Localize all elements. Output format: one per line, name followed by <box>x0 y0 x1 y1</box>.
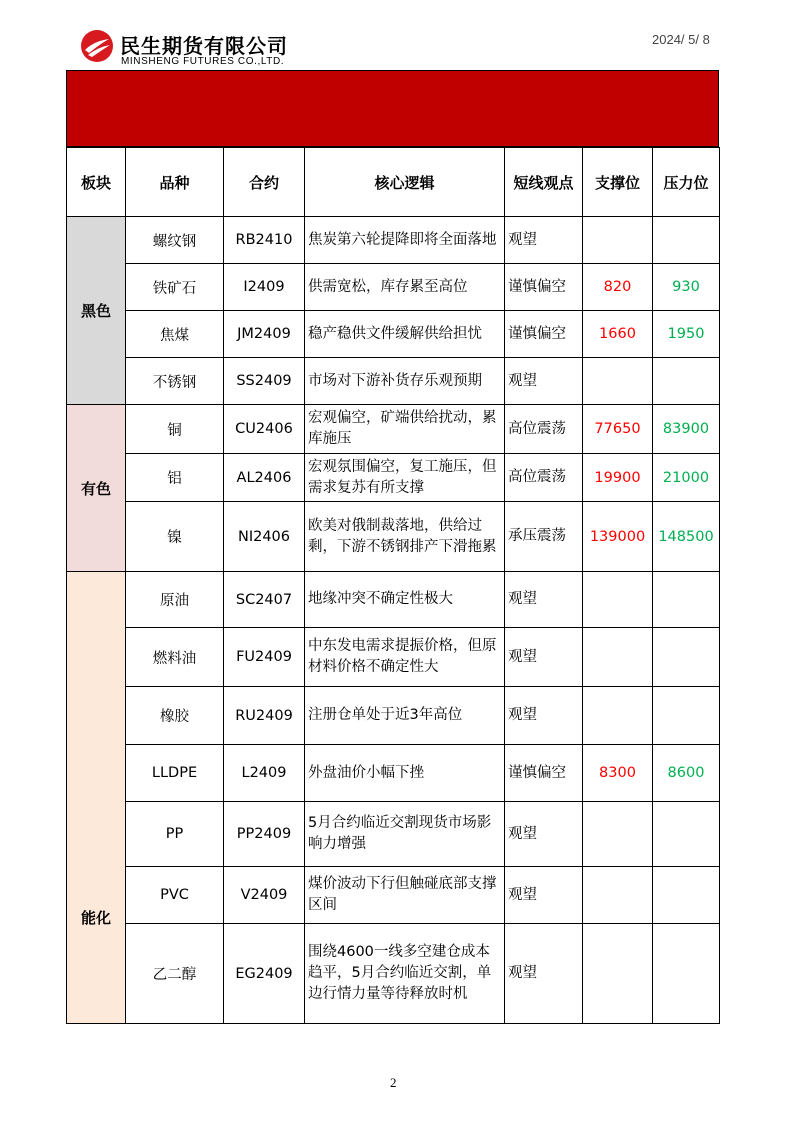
support-level: 8300 <box>583 745 653 802</box>
short-term-view: 高位震荡 <box>505 454 583 502</box>
contract-code: FU2409 <box>224 628 305 687</box>
support-level <box>583 572 653 628</box>
support-level: 19900 <box>583 454 653 502</box>
product-name: 不锈钢 <box>126 358 224 405</box>
resistance-level <box>653 802 720 867</box>
product-name: 铝 <box>126 454 224 502</box>
core-logic: 供需宽松，库存累至高位 <box>305 264 505 311</box>
support-level: 139000 <box>583 502 653 572</box>
table-row <box>67 867 720 924</box>
minsheng-logo-icon <box>80 29 114 63</box>
column-header: 合约 <box>224 148 305 217</box>
resistance-level <box>653 358 720 405</box>
core-logic: 地缘冲突不确定性极大 <box>305 572 505 628</box>
sector-label: 黑色 <box>67 217 126 405</box>
resistance-level <box>653 217 720 264</box>
support-level <box>583 924 653 1024</box>
product-name: 焦煤 <box>126 311 224 358</box>
short-term-view: 观望 <box>505 217 583 264</box>
table-row <box>67 358 720 405</box>
core-logic: 外盘油价小幅下挫 <box>305 745 505 802</box>
resistance-level: 1950 <box>653 311 720 358</box>
column-header: 短线观点 <box>505 148 583 217</box>
table-row <box>67 687 720 745</box>
table-row <box>67 802 720 867</box>
resistance-level <box>653 628 720 687</box>
resistance-level: 8600 <box>653 745 720 802</box>
table-row <box>67 628 720 687</box>
support-level <box>583 687 653 745</box>
contract-code: NI2406 <box>224 502 305 572</box>
support-level <box>583 358 653 405</box>
table-row <box>67 924 720 1024</box>
sector-label: 能化 <box>67 572 126 1024</box>
resistance-level <box>653 687 720 745</box>
short-term-view: 谨慎偏空 <box>505 311 583 358</box>
column-header: 支撑位 <box>583 148 653 217</box>
contract-code: SC2407 <box>224 572 305 628</box>
table-row <box>67 454 720 502</box>
product-name: 镍 <box>126 502 224 572</box>
company-name-cn: 民生期货有限公司 <box>120 34 288 58</box>
support-level: 77650 <box>583 405 653 454</box>
page-number: 2 <box>390 1075 397 1090</box>
report-date: 2024/ 5/ 8 <box>652 32 710 47</box>
resistance-level: 148500 <box>653 502 720 572</box>
sector-label: 有色 <box>67 405 126 572</box>
core-logic: 宏观偏空，矿端供给扰动，累库施压 <box>305 405 505 454</box>
contract-code: AL2406 <box>224 454 305 502</box>
table-header-row <box>67 148 720 217</box>
support-level <box>583 802 653 867</box>
short-term-view: 谨慎偏空 <box>505 264 583 311</box>
short-term-view: 观望 <box>505 687 583 745</box>
support-level: 820 <box>583 264 653 311</box>
strategy-table <box>66 147 720 1024</box>
resistance-level: 930 <box>653 264 720 311</box>
short-term-view: 观望 <box>505 802 583 867</box>
product-name: PP <box>126 802 224 867</box>
product-name: PVC <box>126 867 224 924</box>
contract-code: V2409 <box>224 867 305 924</box>
product-name: 螺纹钢 <box>126 217 224 264</box>
core-logic: 宏观氛围偏空，复工施压，但需求复苏有所支撑 <box>305 454 505 502</box>
contract-code: SS2409 <box>224 358 305 405</box>
short-term-view: 观望 <box>505 867 583 924</box>
product-name: 乙二醇 <box>126 924 224 1024</box>
core-logic: 市场对下游补货存乐观预期 <box>305 358 505 405</box>
core-logic: 围绕4600一线多空建仓成本趋平，5月合约临近交割，单边行情力量等待释放时机 <box>305 924 505 1024</box>
product-name: 铁矿石 <box>126 264 224 311</box>
product-name: LLDPE <box>126 745 224 802</box>
short-term-view: 观望 <box>505 628 583 687</box>
resistance-level <box>653 924 720 1024</box>
support-level <box>583 217 653 264</box>
core-logic: 注册仓单处于近3年高位 <box>305 687 505 745</box>
core-logic: 稳产稳供文件缓解供给担忧 <box>305 311 505 358</box>
core-logic: 焦炭第六轮提降即将全面落地 <box>305 217 505 264</box>
column-header: 压力位 <box>653 148 720 217</box>
contract-code: RU2409 <box>224 687 305 745</box>
title-banner <box>66 70 719 147</box>
core-logic: 欧美对俄制裁落地，供给过剩，下游不锈钢排产下滑拖累 <box>305 502 505 572</box>
column-header: 品种 <box>126 148 224 217</box>
column-header: 板块 <box>67 148 126 217</box>
table-row <box>67 405 720 454</box>
resistance-level: 21000 <box>653 454 720 502</box>
resistance-level <box>653 867 720 924</box>
table-row <box>67 217 720 264</box>
contract-code: CU2406 <box>224 405 305 454</box>
short-term-view: 谨慎偏空 <box>505 745 583 802</box>
product-name: 燃料油 <box>126 628 224 687</box>
table-row <box>67 745 720 802</box>
short-term-view: 高位震荡 <box>505 405 583 454</box>
contract-code: EG2409 <box>224 924 305 1024</box>
contract-code: I2409 <box>224 264 305 311</box>
core-logic: 中东发电需求提振价格，但原材料价格不确定性大 <box>305 628 505 687</box>
table-row <box>67 311 720 358</box>
contract-code: JM2409 <box>224 311 305 358</box>
resistance-level: 83900 <box>653 405 720 454</box>
support-level: 1660 <box>583 311 653 358</box>
short-term-view: 承压震荡 <box>505 502 583 572</box>
short-term-view: 观望 <box>505 924 583 1024</box>
resistance-level <box>653 572 720 628</box>
contract-code: PP2409 <box>224 802 305 867</box>
company-name-en: MINSHENG FUTURES CO.,LTD. <box>121 56 285 67</box>
table-row <box>67 264 720 311</box>
company-logo <box>80 27 320 71</box>
support-level <box>583 867 653 924</box>
core-logic: 5月合约临近交割现货市场影响力增强 <box>305 802 505 867</box>
table-row <box>67 502 720 572</box>
product-name: 铜 <box>126 405 224 454</box>
column-header: 核心逻辑 <box>305 148 505 217</box>
short-term-view: 观望 <box>505 358 583 405</box>
product-name: 橡胶 <box>126 687 224 745</box>
contract-code: RB2410 <box>224 217 305 264</box>
product-name: 原油 <box>126 572 224 628</box>
support-level <box>583 628 653 687</box>
core-logic: 煤价波动下行但触碰底部支撑区间 <box>305 867 505 924</box>
table-row <box>67 572 720 628</box>
short-term-view: 观望 <box>505 572 583 628</box>
contract-code: L2409 <box>224 745 305 802</box>
